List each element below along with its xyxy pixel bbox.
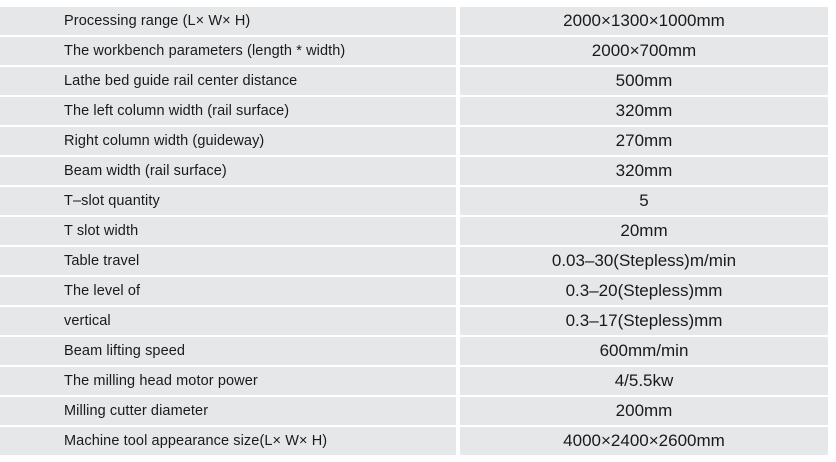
spec-label: vertical: [0, 307, 456, 335]
spec-label: Lathe bed guide rail center distance: [0, 67, 456, 95]
spec-label: T–slot quantity: [0, 187, 456, 215]
table-row: [0, 306, 836, 336]
table-row: [0, 6, 836, 36]
spec-label: Beam width (rail surface): [0, 157, 456, 185]
spec-value: 500mm: [460, 67, 828, 95]
spec-label: Table travel: [0, 247, 456, 275]
spec-value: 4000×2400×2600mm: [460, 427, 828, 455]
table-row: [0, 186, 836, 216]
spec-label: Milling cutter diameter: [0, 397, 456, 425]
table-row: [0, 246, 836, 276]
table-row: [0, 156, 836, 186]
table-row: [0, 426, 836, 456]
spec-value: 5: [460, 187, 828, 215]
spec-value: 270mm: [460, 127, 828, 155]
table-row: [0, 366, 836, 396]
table-row: [0, 66, 836, 96]
spec-label: Right column width (guideway): [0, 127, 456, 155]
table-row: [0, 276, 836, 306]
spec-value: 20mm: [460, 217, 828, 245]
spec-label: Beam lifting speed: [0, 337, 456, 365]
spec-value: 2000×700mm: [460, 37, 828, 65]
spec-value: 200mm: [460, 397, 828, 425]
spec-value: 0.3–17(Stepless)mm: [460, 307, 828, 335]
table-row: [0, 396, 836, 426]
spec-value: 0.3–20(Stepless)mm: [460, 277, 828, 305]
table-row: [0, 336, 836, 366]
spec-value: 600mm/min: [460, 337, 828, 365]
spec-label: The level of: [0, 277, 456, 305]
spec-value: 2000×1300×1000mm: [460, 7, 828, 35]
spec-value: 320mm: [460, 97, 828, 125]
spec-value: 320mm: [460, 157, 828, 185]
table-row: [0, 216, 836, 246]
table-row: [0, 36, 836, 66]
spec-label: The milling head motor power: [0, 367, 456, 395]
spec-label: The left column width (rail surface): [0, 97, 456, 125]
spec-value: 0.03–30(Stepless)m/min: [460, 247, 828, 275]
spec-label: Machine tool appearance size(L× W× H): [0, 427, 456, 455]
spec-label: T slot width: [0, 217, 456, 245]
table-row: [0, 96, 836, 126]
spec-label: Processing range (L× W× H): [0, 7, 456, 35]
spec-label: The workbench parameters (length * width): [0, 37, 456, 65]
spec-value: 4/5.5kw: [460, 367, 828, 395]
table-row: [0, 126, 836, 156]
